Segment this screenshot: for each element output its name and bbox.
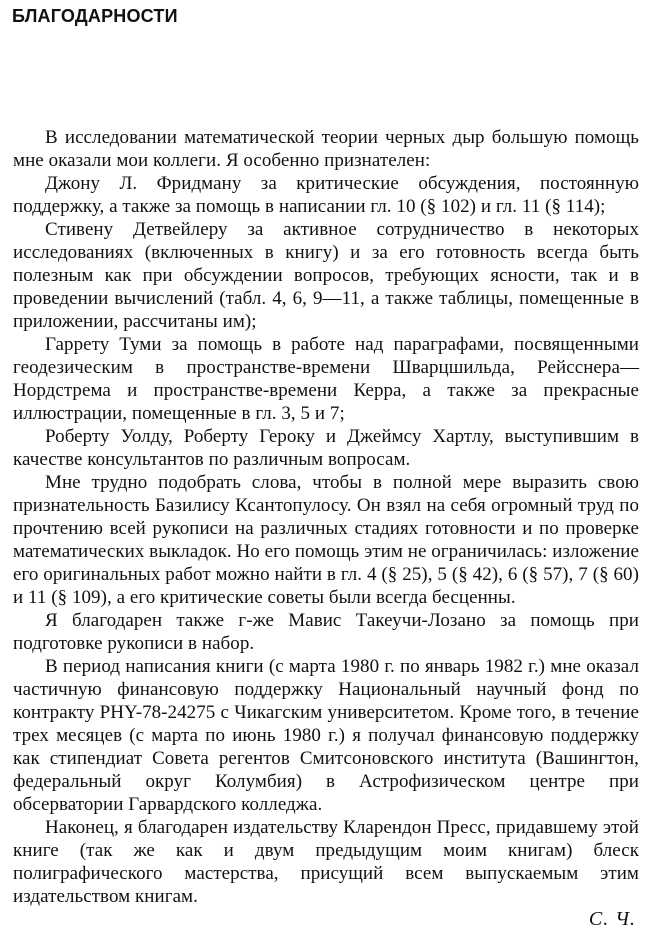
page-heading: БЛАГОДАРНОСТИ [12, 6, 178, 26]
paragraph-xanthopoulos: Мне трудно подобрать слова, чтобы в полной мере выразить свою признательность Базилису Ксантопулосу. Он взял на себя огромный труд по прочтению всей рукописи на различных стадиях готовности и по проверке математических выкладок. Но его помощь этим не ограничилась: изложение его оригинальных работ можно найти в гл. 4 (§ 25), 5 (§ 42), 6 (§ 57), 7 (§ 60) и 11 (§ 109), а его критические советы были всегда бесценны. [13, 472, 639, 608]
paragraph-wald-geroch-hartle: Роберту Уолду, Роберту Героку и Джеймсу Хартлу, выступившим в качестве консультантов по различным вопросам. [13, 426, 639, 470]
paragraph-friedman: Джону Л. Фридману за критические обсуждения, постоянную поддержку, а также за помощь в написании гл. 10 (§ 102) и гл. 11 (§ 114); [13, 173, 639, 217]
author-signature: С. Ч. [588, 908, 636, 930]
paragraph-intro: В исследовании математической теории черных дыр большую помощь мне оказали мои коллеги. Я особенно признателен: [13, 127, 639, 171]
paragraph-clarendon-press: Наконец, я благодарен издательству Кларендон Пресс, придавшему этой книге (так же как и двум предыдущим моим книгам) блеск полиграфического мастерства, присущий всем выпускаемым этим издательством книгам. [13, 817, 639, 907]
paragraph-detweiler: Стивену Детвейлеру за активное сотрудничество в некоторых исследованиях (включенных в книгу) и за его готовность всегда быть полезным как при обсуждении вопросов, требующих ясности, так и в проведении вычислений (табл. 4, 6, 9—11, а также таблицы, помещенные в приложении, рассчитаны им); [13, 219, 639, 332]
acknowledgements-body [13, 126, 639, 908]
paragraph-takeuchi-lozano: Я благодарен также г-же Мавис Такеучи-Лозано за помощь при подготовке рукописи в набор. [13, 610, 639, 654]
paragraph-toomey: Гаррету Туми за помощь в работе над параграфами, посвященными геодезическим в пространстве-времени Шварцшильда, Рейсснера—Нордстрема и пространстве-времени Керра, а также за прекрасные иллюстрации, помещенные в гл. 3, 5 и 7; [13, 334, 639, 424]
paragraph-funding: В период написания книги (с марта 1980 г. по январь 1982 г.) мне оказал частичную финансовую поддержку Национальный научный фонд по контракту PHY-78-24275 с Чикагским университетом. Кроме того, в течение трех месяцев (с марта по июнь 1980 г.) я получал финансовую поддержку как стипендиат Совета регентов Смитсоновского института (Вашингтон, федеральный округ Колумбия) в Астрофизическом центре при обсерватории Гарвардского колледжа. [13, 656, 639, 815]
